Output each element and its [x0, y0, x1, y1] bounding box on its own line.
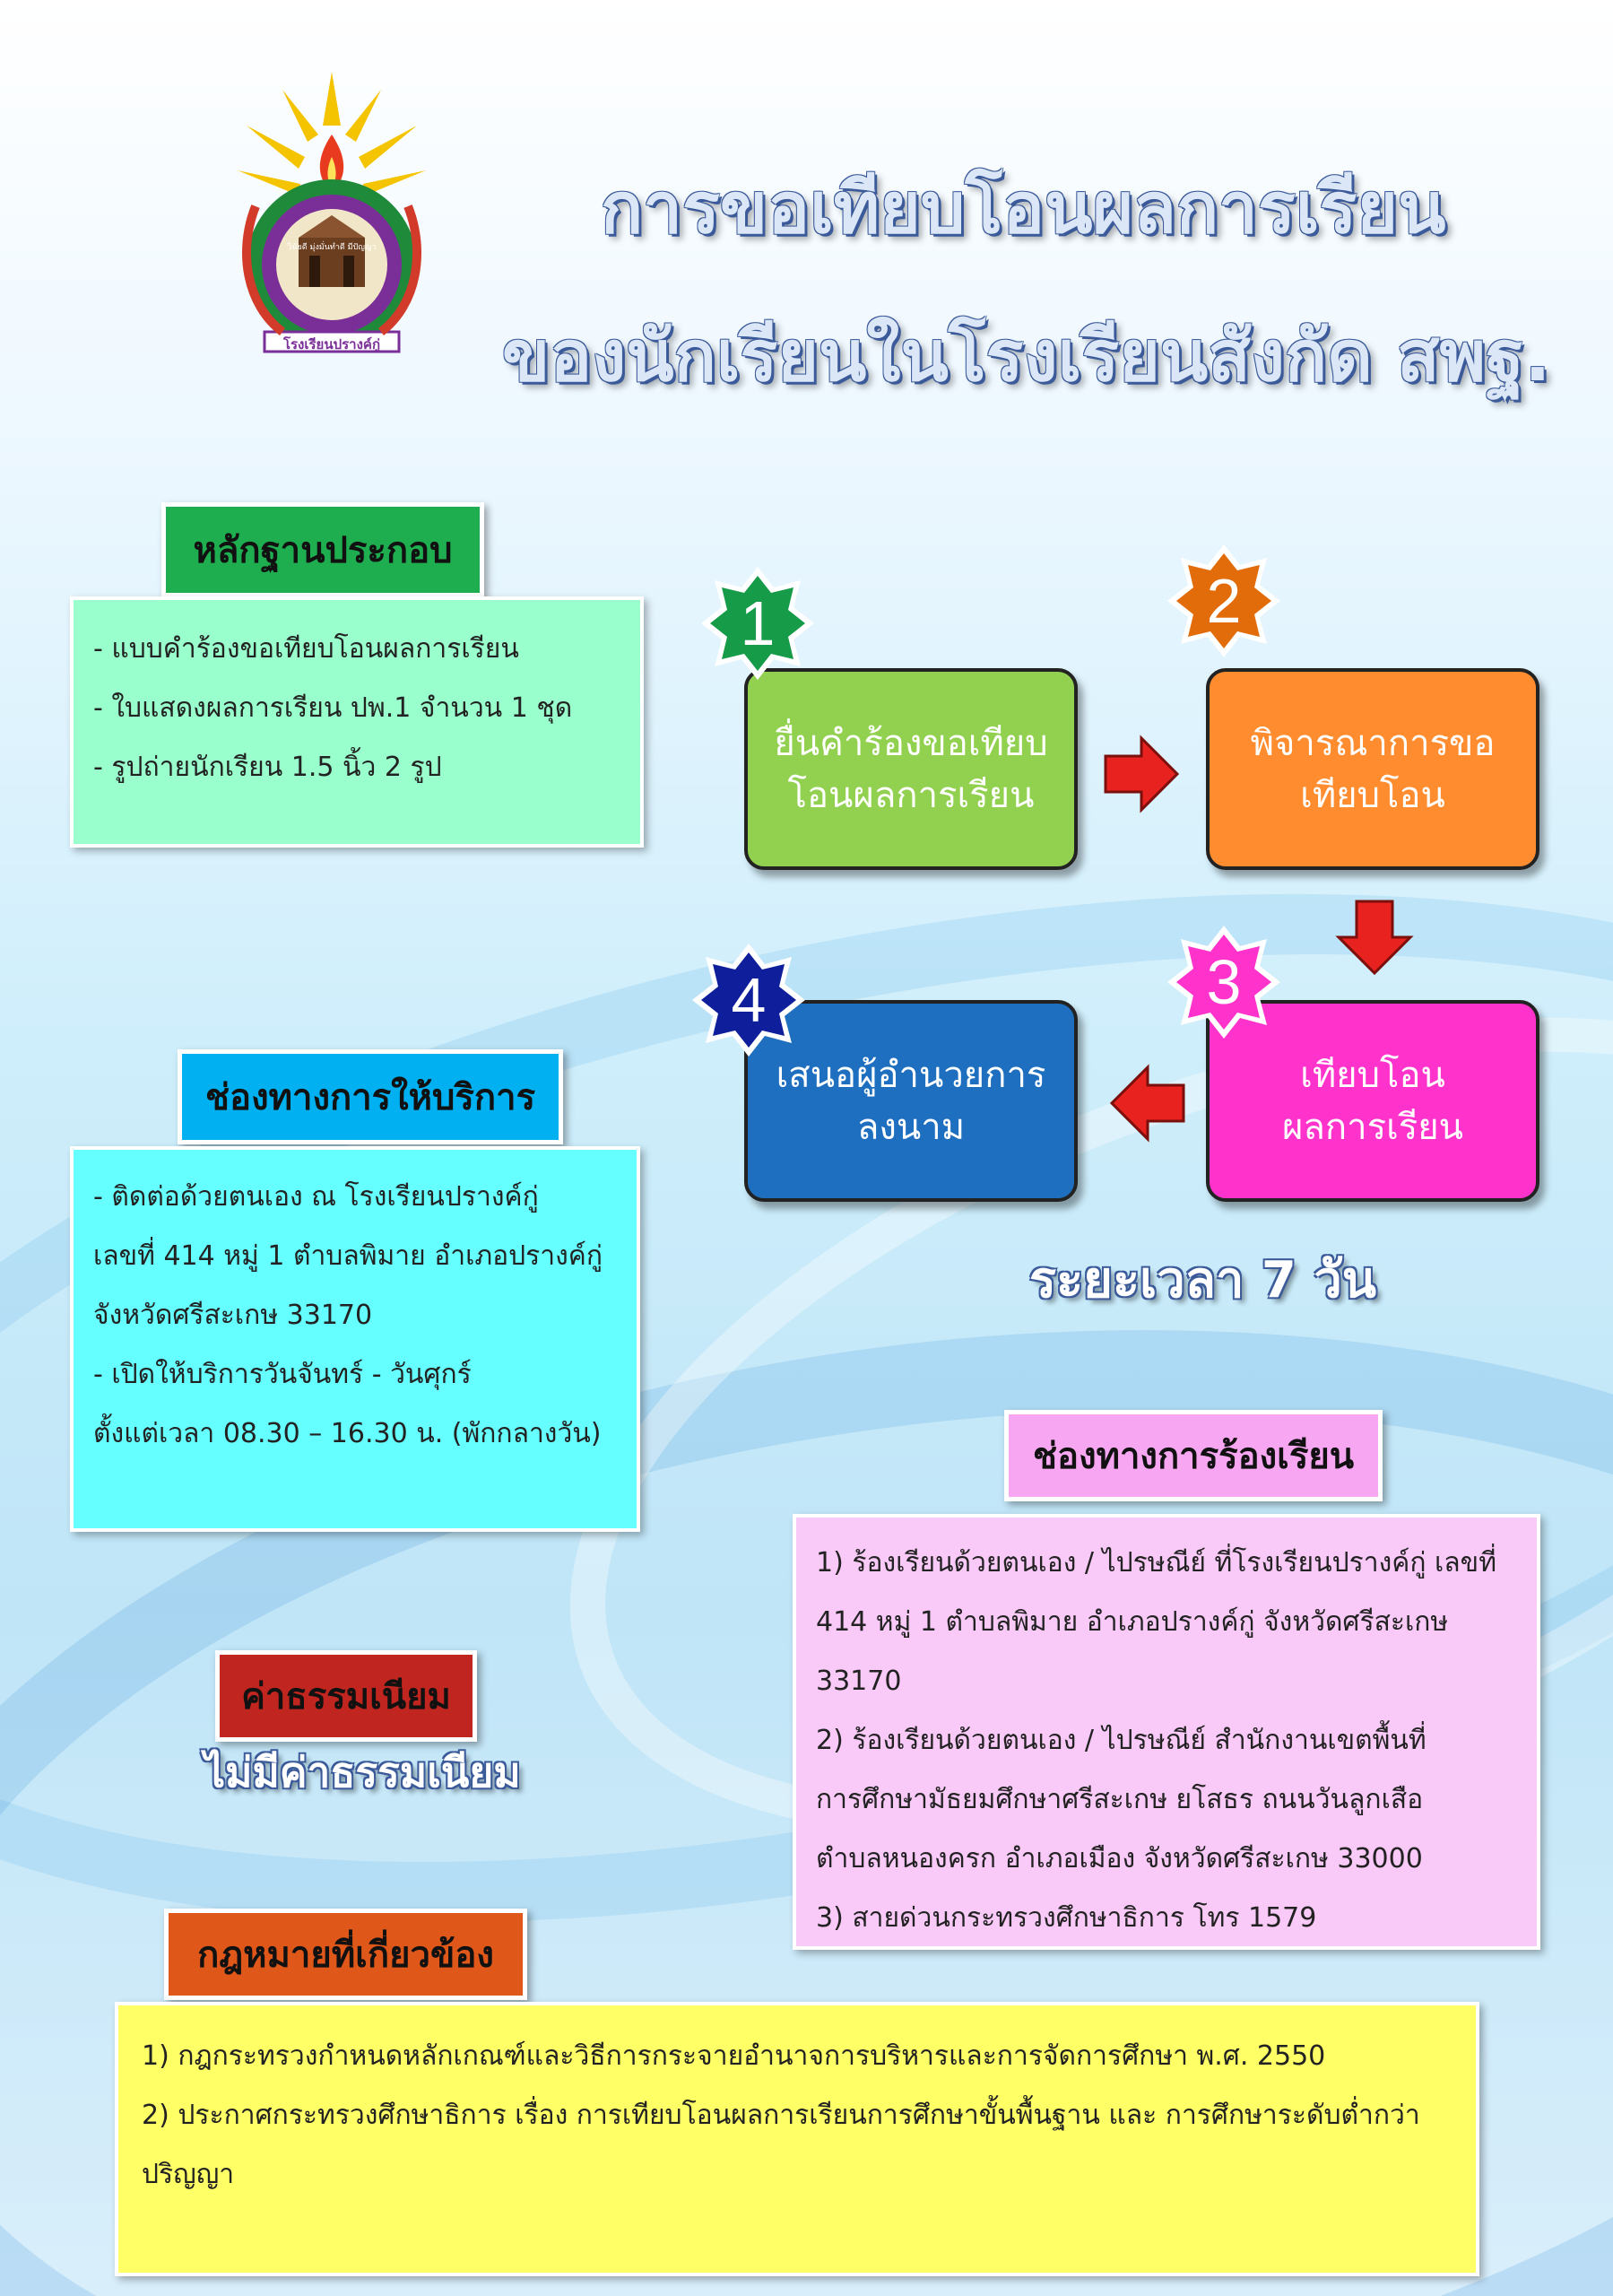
- evidence-item: - ใบแสดงผลการเรียน ปพ.1 จำนวน 1 ชุด: [93, 692, 573, 724]
- step-2-line2: เทียบโอน: [1300, 774, 1445, 816]
- service-heading: ช่องทางการให้บริการ: [178, 1049, 563, 1144]
- logo-school-name: โรงเรียนปรางค์กู่: [282, 336, 381, 352]
- service-line: - เปิดให้บริการวันจันทร์ - วันศุกร์: [93, 1359, 472, 1390]
- arrow-down-icon: [1334, 897, 1415, 978]
- step-3-number: 3: [1206, 947, 1242, 1017]
- step-1-number: 1: [740, 588, 776, 658]
- complaint-heading: ช่องทางการร้องเรียน: [1004, 1410, 1383, 1501]
- step-3-line2: ผลการเรียน: [1281, 1106, 1464, 1148]
- fee-value: ไม่มีค่าธรรมเนียม: [204, 1748, 521, 1796]
- arrow-right-icon: [1101, 734, 1182, 814]
- service-line: เลขที่ 414 หมู่ 1 ตำบลพิมาย อำเภอปรางค์กู่: [93, 1240, 603, 1272]
- page-title-line1: การขอเทียบโอนผลการเรียน: [601, 169, 1446, 249]
- step-4-badge: [690, 942, 807, 1058]
- evidence-item: - รูปถ่ายนักเรียน 1.5 นิ้ว 2 รูป: [93, 752, 442, 783]
- step-1-badge: [699, 565, 816, 682]
- evidence-item: - แบบคำร้องขอเทียบโอนผลการเรียน: [93, 633, 519, 665]
- service-box: [70, 1146, 640, 1532]
- service-line: - ติดต่อด้วยตนเอง ณ โรงเรียนปรางค์กู่: [93, 1181, 539, 1213]
- evidence-box: [70, 596, 644, 848]
- school-logo: [229, 72, 435, 359]
- evidence-heading: หลักฐานประกอบ: [161, 502, 484, 597]
- step-1-line2: โอนผลการเรียน: [787, 774, 1035, 816]
- service-line: ตั้งแต่เวลา 08.30 – 16.30 น. (พักกลางวัน): [93, 1418, 602, 1449]
- law-line: 1) กฎกระทรวงกำหนดหลักเกณฑ์และวิธีการกระจายอำนาจการบริหารและการจัดการศึกษา พ.ศ. 2550: [142, 2040, 1326, 2072]
- step-3-badge: [1166, 924, 1282, 1040]
- school-emblem-icon: [229, 72, 435, 359]
- step-4-line2: ลงนาม: [856, 1106, 966, 1148]
- arrow-left-icon: [1107, 1063, 1188, 1144]
- step-2-number: 2: [1206, 566, 1242, 636]
- step-1-box: [744, 668, 1078, 870]
- step-2-badge: [1166, 543, 1282, 659]
- complaint-line: 33170: [816, 1665, 902, 1697]
- step-4-number: 4: [731, 965, 767, 1035]
- law-line: ปริญญา: [142, 2159, 235, 2190]
- complaint-line: 3) สายด่วนกระทรวงศึกษาธิการ โทร 1579: [816, 1902, 1317, 1934]
- step-4-line1: เสนอผู้อำนวยการ: [776, 1054, 1046, 1096]
- page-title-line2: ของนักเรียนในโรงเรียนสังกัด สพฐ.: [502, 317, 1551, 397]
- step-2-line1: พิจารณาการขอ: [1250, 722, 1496, 764]
- complaint-line: 414 หมู่ 1 ตำบลพิมาย อำเภอปรางค์กู่ จังหวัดศรีสะเกษ: [816, 1606, 1449, 1638]
- step-3-line1: เทียบโอน: [1300, 1054, 1445, 1096]
- complaint-line: ตำบลหนองครก อำเภอเมือง จังหวัดศรีสะเกษ 33000: [816, 1843, 1423, 1874]
- complaint-box: [793, 1514, 1540, 1950]
- step-1-line1: ยื่นคำร้องขอเทียบ: [774, 722, 1048, 764]
- fee-heading: ค่าธรรมเนียม: [215, 1650, 477, 1742]
- service-line: จังหวัดศรีสะเกษ 33170: [93, 1300, 373, 1331]
- duration-text: ระยะเวลา 7 วัน: [1029, 1251, 1377, 1309]
- step-2-box: [1206, 668, 1539, 870]
- law-box: [115, 2002, 1479, 2276]
- law-heading: กฎหมายที่เกี่ยวข้อง: [164, 1909, 527, 2000]
- law-line: 2) ประกาศกระทรวงศึกษาธิการ เรื่อง การเทียบโอนผลการเรียนการศึกษาขั้นพื้นฐาน และ การศึกษาระดับต่ำกว่า: [142, 2100, 1420, 2131]
- logo-motto: วินัยดี มุ่งมั่นทำดี มีปัญญา: [287, 243, 377, 252]
- complaint-line: การศึกษามัธยมศึกษาศรีสะเกษ ยโสธร ถนนวันลูกเสือ: [816, 1784, 1424, 1815]
- complaint-line: 1) ร้องเรียนด้วยตนเอง / ไปรษณีย์ ที่โรงเรียนปรางค์กู่ เลขที่: [816, 1547, 1496, 1578]
- complaint-line: 2) ร้องเรียนด้วยตนเอง / ไปรษณีย์ สำนักงานเขตพื้นที่: [816, 1725, 1427, 1756]
